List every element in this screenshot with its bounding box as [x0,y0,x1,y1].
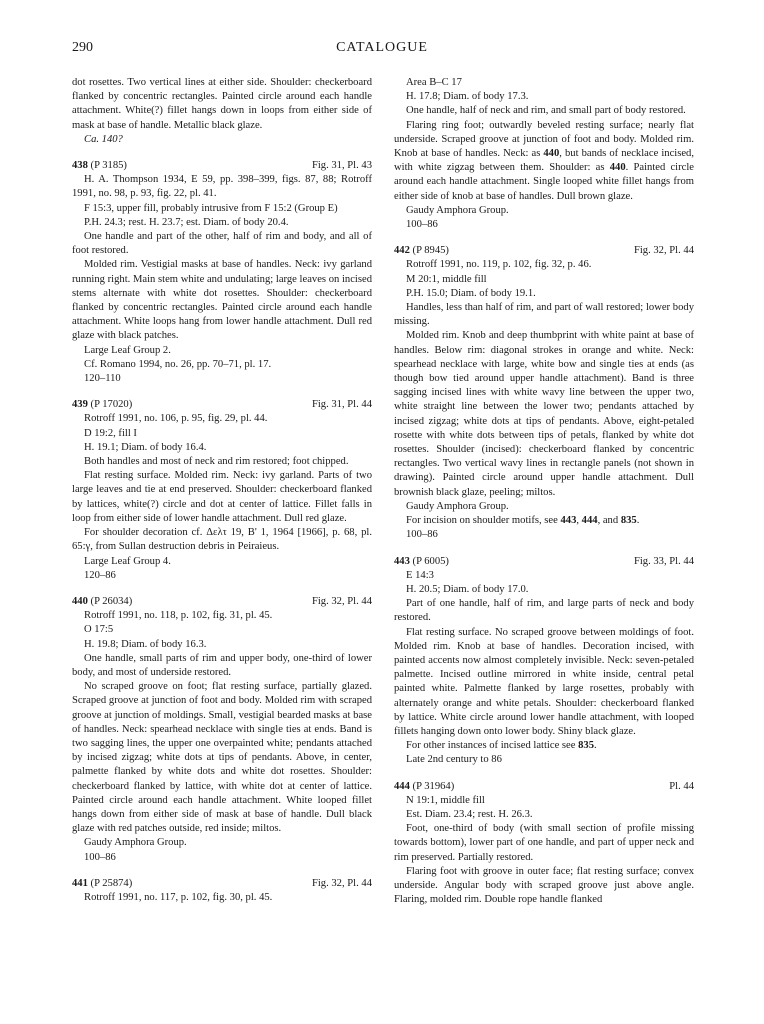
condition: Both handles and most of neck and rim restored; foot chipped. [84,456,349,468]
intro-date: Ca. 140? [84,133,123,145]
entry-number: 440 [72,595,88,607]
dimensions: H. 19.1; Diam. of body 16.4. [84,441,207,453]
inventory-number: (P 8945) [412,245,449,257]
note: For incision on shoulder motifs, see 443, 444, and 835. [406,515,640,527]
entry-442 [394,244,694,542]
group: Large Leaf Group 2. [84,344,171,356]
cross-reference: 443 [560,515,577,527]
inventory-number: (P 17020) [90,399,133,411]
entry-heading [394,780,694,794]
date: 100–86 [406,529,438,541]
dimensions: H. 19.8; Diam. of body 16.3. [84,638,207,650]
context: F 15:3, upper fill, probably intrusive from F 15:2 (Group E) [84,202,338,214]
context: N 19:1, middle fill [406,794,485,806]
entry-438 [72,159,372,386]
bibliography: Rotroff 1991, no. 119, p. 102, fig. 32, p. 46. [406,259,592,271]
figure-reference: Pl. 44 [669,780,694,792]
date: 100–86 [84,851,116,863]
cross-reference: 440 [543,148,560,160]
dimensions: H. 17.8; Diam. of body 17.3. [406,91,529,103]
bibliography: H. A. Thompson 1934, E 59, pp. 398–399, figs. 87, 88; Rotroff 1991, no. 98, p. 93, fig. 22, pl. 41. [72,174,372,200]
context: M 20:1, middle fill [406,273,487,285]
context: Area B–C 17 [406,77,462,88]
condition: Part of one handle, half of rim, and large parts of neck and body restored. [394,598,694,624]
date: Late 2nd century to 86 [406,754,502,766]
left-column [72,76,372,905]
cross-reference: 440 [609,162,626,174]
inventory-number: (P 25874) [90,877,133,889]
comparison: Cf. Romano 1994, no. 26, pp. 70–71, pl. 17. [84,358,272,370]
page-header [72,40,692,60]
group: Large Leaf Group 4. [84,555,171,567]
entry-439 [72,398,372,583]
figure-reference: Fig. 31, Pl. 43 [311,160,372,172]
entry-number: 442 [394,245,410,257]
context: E 14:3 [406,569,434,581]
cross-reference: 835 [620,515,637,527]
dimensions: Est. Diam. 23.4; rest. H. 26.3. [406,808,533,820]
inventory-number: (P 26034) [90,595,133,607]
figure-reference: Fig. 31, Pl. 44 [311,399,372,411]
page-number: 290 [72,40,93,55]
figure-reference: Fig. 32, Pl. 44 [311,877,372,889]
inventory-number: (P 6005) [412,555,449,567]
group: Gaudy Amphora Group. [406,500,509,512]
inventory-number: (P 31964) [412,780,455,792]
group: Gaudy Amphora Group. [84,837,187,849]
bibliography: Rotroff 1991, no. 118, p. 102, fig. 31, pl. 45. [84,610,273,622]
date: 120–86 [84,569,116,581]
description: Flaring foot with groove in outer face; flat resting surface; convex underside. Angular body with scraped groove just above angle. Flaring, molded rim. Double rope handle flanked [394,865,694,906]
running-head: CATALOGUE [336,40,428,55]
date: 120–110 [84,373,121,385]
figure-reference: Fig. 32, Pl. 44 [633,245,694,257]
entry-heading [72,159,372,173]
dimensions: P.H. 15.0; Diam. of body 19.1. [406,287,536,299]
note: For other instances of incised lattice see 835. [406,740,597,752]
description: Flat resting surface. Molded rim. Neck: ivy garland. Parts of two large leaves and tie at end preserved. Shoulder: checkerboard flanked by lattices, white(?) circle and dot at center of lattice. Fillet falls in loop from either side of lower handle attachment. Dull red glaze. [72,470,372,524]
entry-441 [72,877,372,905]
entry-heading [394,555,694,569]
dimensions: P.H. 24.3; rest. H. 23.7; est. Diam. of body 20.4. [84,216,289,228]
entry-heading [72,398,372,412]
entry-heading [394,244,694,258]
entry-number: 443 [394,555,410,567]
bibliography: Rotroff 1991, no. 106, p. 95, fig. 29, pl. 44. [84,413,268,425]
group: Gaudy Amphora Group. [406,204,509,216]
condition: Handles, less than half of rim, and part of wall restored; lower body missing. [394,302,694,328]
note: For shoulder decoration cf. Δελτ 19, Β' 1, 1964 [1966], p. 68, pl. 65:γ, from Sullan destruction debris in Peiraieus. [72,527,372,553]
bibliography: Rotroff 1991, no. 117, p. 102, fig. 30, pl. 45. [84,891,273,903]
entry-number: 441 [72,877,88,889]
condition: One handle and part of the other, half of rim and body, and all of foot restored. [72,231,372,257]
context: O 17:5 [84,624,114,636]
condition: One handle, half of neck and rim, and small part of body restored. [406,105,686,117]
entry-number: 438 [72,160,88,172]
right-column [394,76,694,907]
date: 100–86 [406,219,438,231]
condition: One handle, small parts of rim and upper body, one-third of lower body, and most of underside restored. [72,652,372,678]
description: No scraped groove on foot; flat resting surface, partially glazed. Scraped groove at junction of foot and body. Molded rim with scraped groove at junction of moldings. Small, vestigial bearded masks at base of handles. Neck: spearhead necklace with single ties at ends. Band is two sagging lines, the upper one overpainted white; pendants attached by incised zigzag; white dots at tips of pendants. Above, in center, palmette flanked by white dots and white dot rosettes. Shoulder: checkerboard flanked by lattice, with white dot at center of lattice. Painted circle around each handle attachment. White looped fillet hangs down from either side of mask at base of handle. Dull black glaze with red patches outside, red inside; miltos. [72,681,372,835]
intro-text: dot rosettes. Two vertical lines at either side. Shoulder: checkerboard flanked by concentric rectangles. Painted circle around each handle attachment. White(?) fillet hangs down in loops from either side of mask at base of handle. Metallic black glaze. [72,77,372,131]
entry-443 [394,555,694,768]
figure-reference: Fig. 33, Pl. 44 [633,555,694,567]
entry-heading [72,595,372,609]
entry-440 [72,595,372,865]
entry-number: 444 [394,780,410,792]
entry-heading [72,877,372,891]
condition: Foot, one-third of body (with small section of profile missing towards bottom), lower part of one handle, and part of upper neck and rim preserved. Partially restored. [394,823,694,863]
cross-reference: 444 [581,515,598,527]
description: Molded rim. Vestigial masks at base of handles. Neck: ivy garland running right. Main stem white and undulating; large leaves on incised stems alternate with white dot rosettes. Shoulder: checkerboard flanked by concentric rectangles. Painted circle around each handle attachment. White loops hang from lower handle attachment. Dull red glaze with black patches. [72,259,372,342]
dimensions: H. 20.5; Diam. of body 17.0. [406,583,529,595]
description: Molded rim. Knob and deep thumbprint with white paint at base of handles. Below rim: diagonal strokes in orange and white. Neck: spearhead necklace with large, white bow and single ties at ends (as though bow tied around upper handle attachment). Band is three sagging incised lines with white wavy line between the upper two, white straight line between the lower two; pendants attached by incised zigzag; white dots at tips of pendants. Above, eight-petaled rosette with white dots between tips of petals, flanked by white dot rosettes. Shoulder (incised): checkerboard flanked by concentric rectangles. Two vertical wavy lines in rectangle panels (not shown in drawing). Painted circle around upper handle attachment. Dull brownish black glaze, peeling; miltos. [394,330,694,498]
inventory-number: (P 3185) [90,160,127,172]
cross-reference: 835 [578,740,594,752]
entry-number: 439 [72,399,88,411]
figure-reference: Fig. 32, Pl. 44 [311,595,372,607]
description: Flaring ring foot; outwardly beveled resting surface; nearly flat underside. Scraped groove at junction of foot and body. Molded rim. Knob at base of handles. Neck: as 440, but bands of necklace incised, with white zigzag between them. Shoulder: as 440. Painted circle around each handle attachment. Single looped white fillet hangs from either side of knob at base of handles. Dull brown glaze. [394,119,694,202]
context: D 19:2, fill I [84,427,137,439]
entry-444 [394,780,694,908]
description: Flat resting surface. No scraped groove between moldings of foot. Molded rim. Knob at base of handles. Decoration incised, with painted accents now almost completely invisible. Neck: seven-petaled palmette. Incised outline mirrored in white inside, central petal painted white. Palmette flanked by large rosettes, probably with alternately orange and white petals. Shoulder: checkerboard flanked by lattice. White circle around lower handle attachment, with looped fillets hanging down onto lower body. Shiny black glaze. [394,626,694,737]
